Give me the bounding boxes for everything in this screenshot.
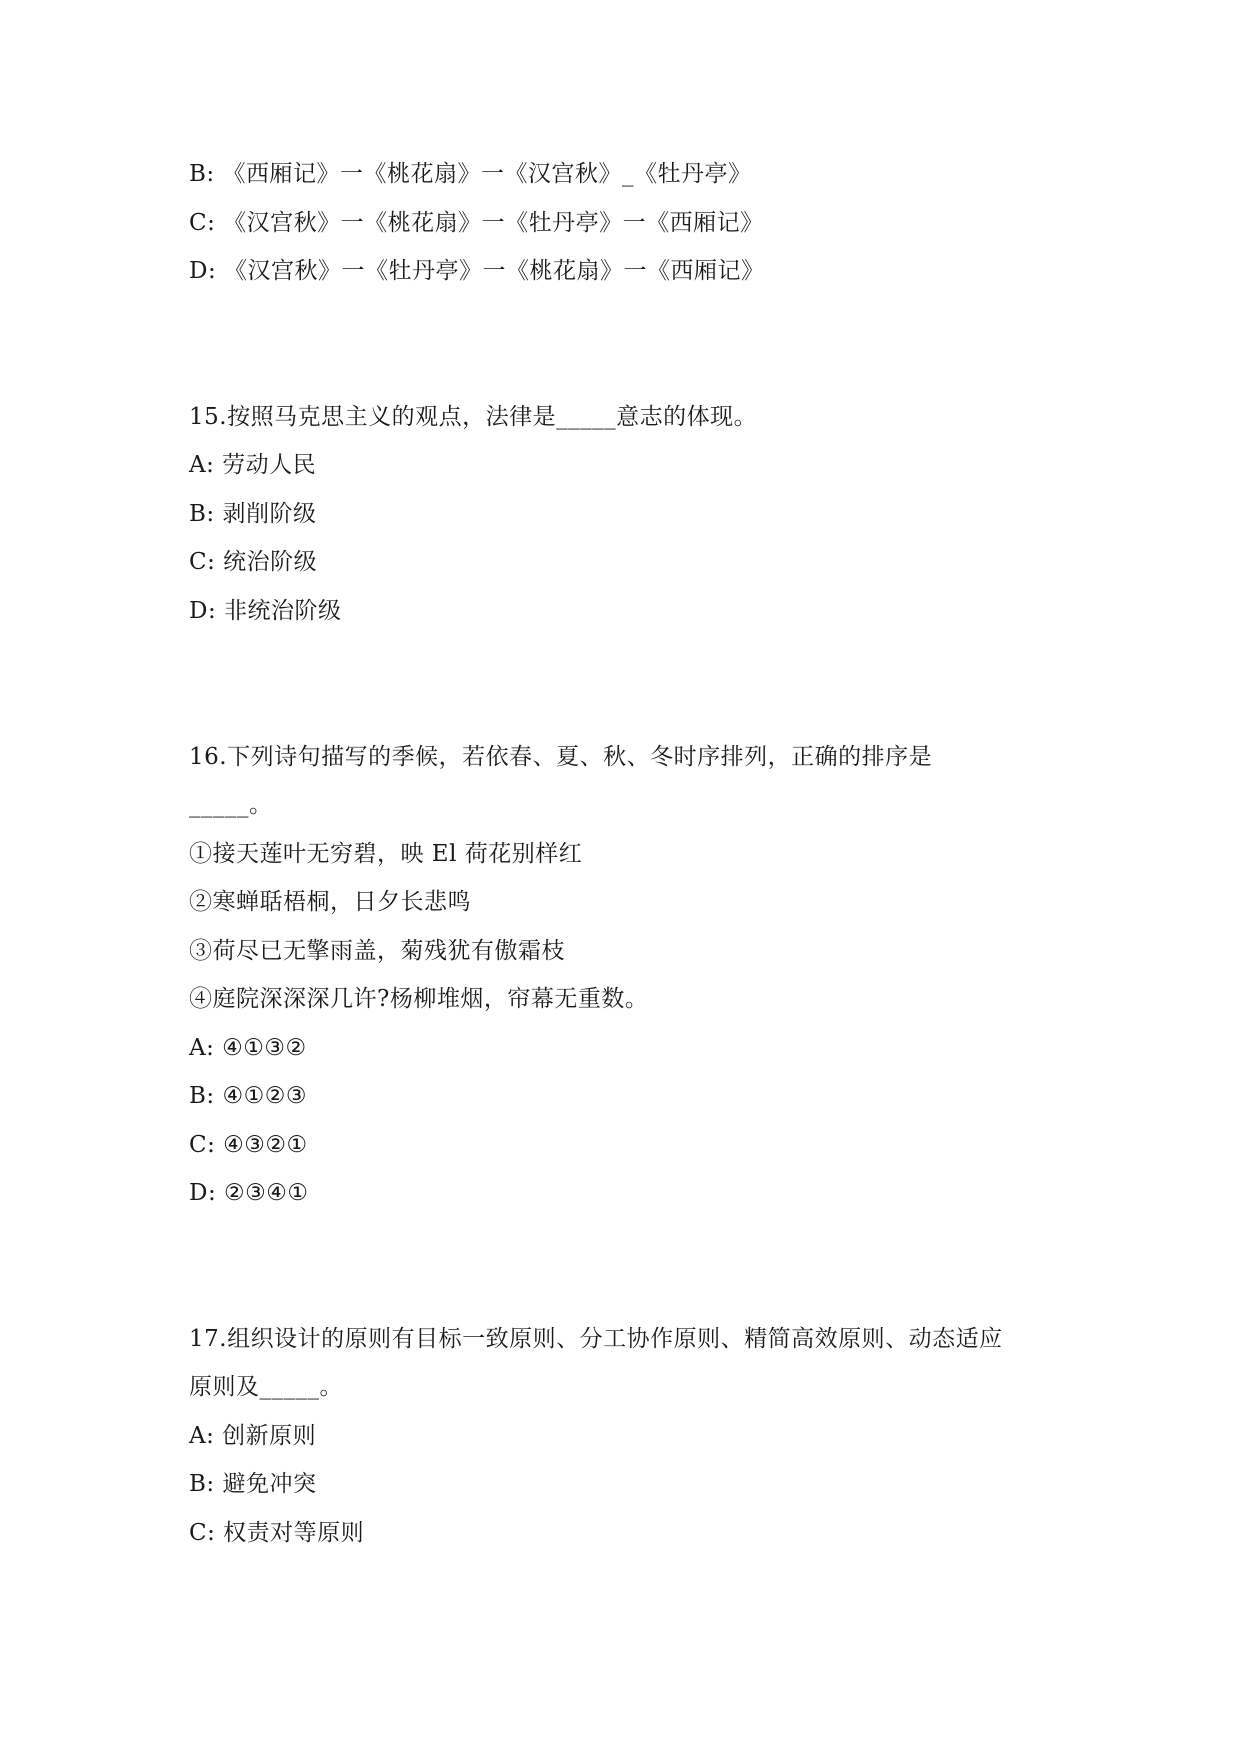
prev-option-b: B: 《西厢记》一《桃花扇》一《汉宫秋》_《牡丹亭》 bbox=[189, 161, 752, 187]
q16-poem-1: ①接天莲叶无穷碧，映 El 荷花别样红 bbox=[189, 841, 583, 867]
q17-stem-line2: 原则及_____。 bbox=[189, 1374, 343, 1400]
q16-stem-line1: 16.下列诗句描写的季候，若依春、夏、秋、冬时序排列，正确的排序是 bbox=[189, 744, 933, 770]
q16-option-c: C: ④③②① bbox=[189, 1132, 308, 1158]
q15-option-d: D: 非统治阶级 bbox=[189, 598, 342, 624]
q16-option-a: A: ④①③② bbox=[189, 1035, 307, 1061]
q17-option-a: A: 创新原则 bbox=[189, 1423, 317, 1449]
prev-option-c: C: 《汉宫秋》一《桃花扇》一《牡丹亭》一《西厢记》 bbox=[189, 210, 764, 236]
q16-poem-3: ③荷尽已无擎雨盖，菊残犹有傲霜枝 bbox=[189, 938, 565, 964]
q16-option-b: B: ④①②③ bbox=[189, 1083, 307, 1109]
q15-option-a: A: 劳动人民 bbox=[189, 452, 317, 478]
prev-option-d: D: 《汉宫秋》一《牡丹亭》一《桃花扇》一《西厢记》 bbox=[189, 258, 765, 284]
q16-poem-2: ②寒蝉聒梧桐，日夕长悲鸣 bbox=[189, 889, 471, 915]
q17-option-b: B: 避免冲突 bbox=[189, 1471, 317, 1497]
q16-poem-4: ④庭院深深深几许?杨柳堆烟，帘幕无重数。 bbox=[189, 986, 649, 1012]
q16-option-d: D: ②③④① bbox=[189, 1180, 309, 1206]
q17-stem-line1: 17.组织设计的原则有目标一致原则、分工协作原则、精简高效原则、动态适应 bbox=[189, 1326, 1003, 1352]
q15-option-c: C: 统治阶级 bbox=[189, 549, 318, 575]
q15-option-b: B: 剥削阶级 bbox=[189, 501, 317, 527]
q16-stem-line2: _____。 bbox=[189, 792, 273, 818]
q17-option-c: C: 权责对等原则 bbox=[189, 1520, 365, 1546]
q15-stem: 15.按照马克思主义的观点，法律是_____意志的体现。 bbox=[189, 404, 758, 430]
